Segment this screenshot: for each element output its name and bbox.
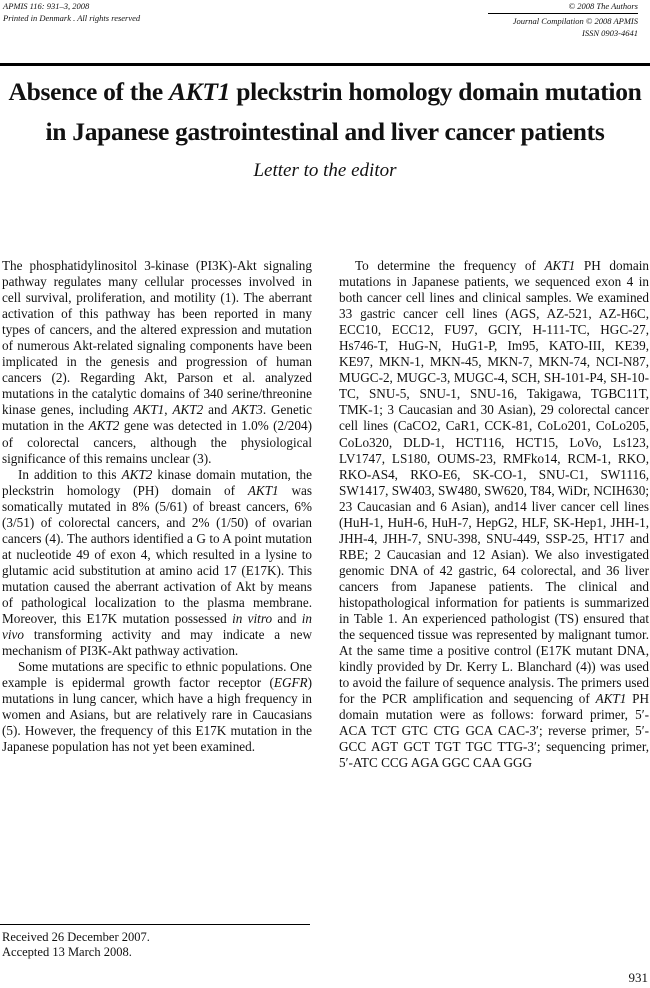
footnote-rule (0, 924, 310, 925)
title-line-2: in Japanese gastrointestinal and liver cancer patients (45, 117, 605, 146)
gene-name: AKT1 (133, 402, 165, 418)
copyright-header (438, 0, 638, 39)
paragraph-1 (2, 258, 312, 467)
paragraph-text: . Genetic mutation in the (2, 402, 313, 434)
paragraph-text: In addition to this (18, 466, 122, 482)
footnote (2, 930, 150, 960)
right-column (339, 258, 649, 772)
paragraph-text: and (272, 611, 302, 627)
article-title (0, 72, 650, 152)
article-type: Letter to the editor (253, 160, 397, 181)
title-top-rule (0, 63, 650, 66)
paragraph-text: transforming activity and may indicate a new mechanism of PI3K-Akt pathway activation. (2, 627, 312, 659)
paragraph-text: kinase domain mutation, the pleckstrin homology (PH) domain of (2, 466, 312, 498)
gene-name: EGFR (273, 675, 308, 691)
paragraph-2 (2, 467, 312, 660)
copyright-line: © 2008 The Authors (568, 1, 638, 11)
gene-name: AKT2 (121, 466, 153, 482)
paragraph-text: and (203, 402, 233, 418)
journal-header (3, 0, 140, 24)
rights-line: Printed in Denmark . All rights reserved (3, 13, 141, 23)
paragraph-4 (339, 258, 649, 772)
paragraph-text: gene was detected in 1.0% (2/204) of colorectal cancers, although the physiological significance of this remains unclear (3). (2, 418, 312, 466)
received-date: Received 26 December 2007. (2, 930, 150, 944)
gene-name: AKT1 (544, 258, 576, 273)
title-text: pleckstrin homology domain mutation (230, 77, 642, 106)
issn-line: ISSN 0903-4641 (582, 28, 638, 38)
page-number: 931 (628, 970, 648, 985)
paragraph-text: , (164, 402, 173, 418)
paragraph-text: PH domain mutation were as follows: forward primer, 5′-ACA TCT GTC CTG GCA CAC-3′; reverse primer, 5′-GCC AGT GCT TGT TGC TTG-3′; sequencing primer, 5′-ATC CCG AGA GGC CAA GGG (339, 691, 650, 771)
paragraph-text: was somatically mutated in 8% (5/61) of breast cancers, 6% (3/51) of colorectal cancers, and 2% (1/50) of ovarian cancers (4). The authors identified a G to A point mutation at nucleotide 49 of exon 4, which resulted in a lysine to glutamic acid substitution at amino acid 17 (E17K). This mutation caused the aberrant activation of Akt by means of pathological localization to the plasma membrane. Moreover, this E17K mutation possessed (2, 482, 313, 627)
paragraph-text: The phosphatidylinositol 3-kinase (PI3K)-Akt signaling pathway regulates many cellular processes involved in cell survival, proliferation, and motility (1). The aberrant activation of this pathway has been reported in many types of cancers, and the altered expression and mutation of numerous Akt-related signaling components have been implicated in the genesis and progression of human cancers (2). Regarding Akt, Parson et al. analyzed mutations in the catalytic domains of 340 serine/threonine kinase genes, including (2, 258, 312, 418)
title-gene: AKT1 (168, 77, 231, 106)
gene-name: AKT2 (172, 402, 204, 418)
gene-name: AKT1 (247, 482, 279, 498)
italic-term: in vivo (2, 611, 312, 643)
gene-name: AKT3 (232, 402, 263, 418)
gene-name: AKT1 (595, 691, 627, 707)
paragraph-text: PH domain mutations in Japanese patients, we sequenced exon 4 in both cancer cell lines and clinical samples. We examined 33 gastric cancer cell lines (AGS, AZ-521, AZ-H6C, ECC10, ECC12, FU97, GCIY, H-111-TC, HGC-27, Hs746-T, HuG-N, HuG1-P, Im95, KATO-III, KE39, KE97, MKN-1, MKN-45, MKN-7, MKN-74, NCI-N87, MUGC-2, MUGC-3, MUGC-4, SCH, SH-101-P4, SH-10-TC, SNU-5, SNU-1, SNU-16, Takigawa, TGBC11T, TMK-1; 3 Caucasian and 30 Asian), 29 colorectal cancer cell lines (CaCO2, CaR1, CCK-81, CoLo201, CoLo205, CoLo320, DLD-1, HCT116, HCT15, LoVo, Ls123, LV1747, LS180, OUMS-23, RMFko14, RCM-1, RKO, RKO-AS4, RKO-E6, SK-CO-1, SNU-C1, SW1116, SW1417, SW403, SW480, SW620, T84, WiDr, NCIH630; 23 Caucasian and 6 Asian), and14 liver cancer cell lines (HuH-1, HuH-6, HuH-7, HepG2, HLF, SK-Hep1, JHH-1, JHH-4, JHH-7, SNU-398, SNU-449, SSP-25, HT17 and RBE; 2 Caucasian and 12 Asian). We also investigated genomic DNA of 42 gastric, 64 colorectal, and 36 liver cancers from Japanese patients. The clinical and histopathological information for patients is summarized in Table 1. An experienced pathologist (TS) ensured that the sequenced tissue was represented by malignant tumor. At the same time a positive control (E17K mutant DNA, kindly provided by Dr. Kerry L. Blanchard (4)) was used to avoid the failure of sequence analysis. The primers used for the PCR amplification and sequencing of (339, 258, 649, 707)
accepted-date: Accepted 13 March 2008. (2, 945, 132, 959)
italic-term: in vitro (232, 611, 273, 627)
title-text: Absence of the (8, 77, 169, 106)
paragraph-3 (2, 659, 312, 755)
journal-compilation-line: Journal Compilation © 2008 APMIS (512, 16, 638, 26)
paragraph-text: To determine the frequency of (355, 258, 545, 273)
title-line-1 (0, 72, 650, 112)
paragraph-text: ) mutations in lung cancer, which have a high frequency in women and Asians, but are relatively rare in Caucasians (5). However, the frequency of this E17K mutation in the Japanese population has not yet been examined. (2, 675, 312, 755)
gene-name: AKT2 (88, 418, 120, 434)
paragraph-text: Some mutations are specific to ethnic populations. One example is epidermal growth factor receptor ( (2, 659, 312, 691)
citation-line: APMIS 116: 931–3, 2008 (3, 1, 90, 11)
header-divider (488, 13, 638, 14)
left-column (2, 258, 312, 755)
